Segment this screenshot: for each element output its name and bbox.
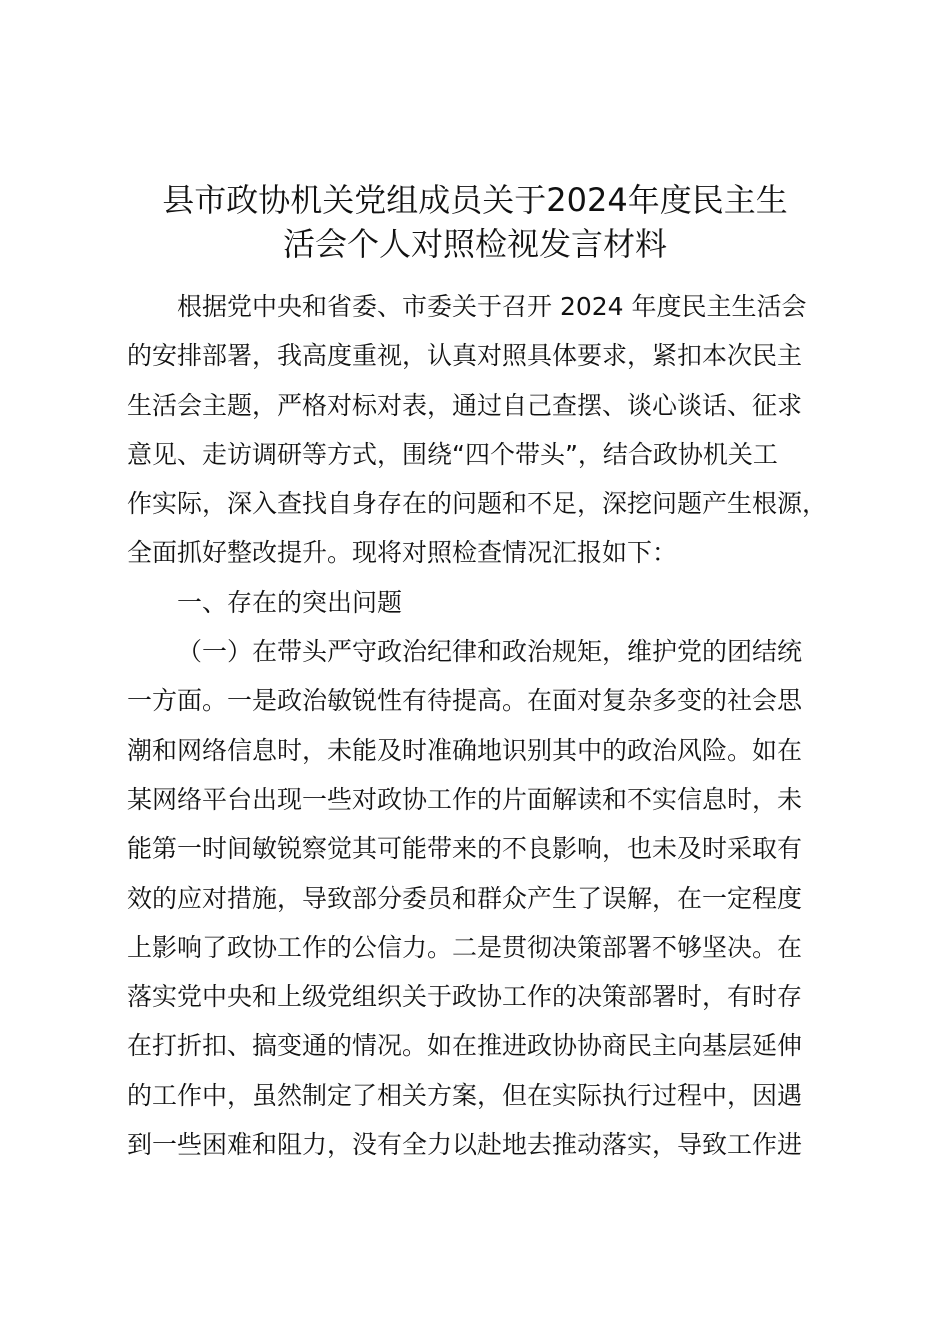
paragraph-line: （一）在带头严守政治纪律和政治规矩，维护党的团结统 [177, 637, 803, 667]
paragraph-line: 上影响了政协工作的公信力。二是贯彻决策部署不够坚决。在 [127, 932, 803, 962]
paragraph-line: 某网络平台出现一些对政协工作的片面解读和不实信息时，未 [127, 784, 803, 814]
paragraph-line: 作实际，深入查找自身存在的问题和不足，深挖问题产生根源， [127, 489, 828, 519]
paragraph-line: 落实党中央和上级党组织关于政协工作的决策部署时，有时存 [127, 982, 803, 1012]
paragraph-line: 意见、走访调研等方式，围绕“四个带头”，结合政协机关工 [127, 439, 778, 469]
paragraph-line: 一方面。一是政治敏锐性有待提高。在面对复杂多变的社会思 [127, 686, 803, 716]
paragraph-line: 根据党中央和省委、市委关于召开 2024 年度民主生活会 [177, 292, 807, 321]
paragraph-line: 到一些困难和阻力，没有全力以赴地去推动落实，导致工作进 [127, 1130, 803, 1160]
section-heading: 一、存在的突出问题 [177, 587, 403, 617]
paragraph-line: 的工作中，虽然制定了相关方案，但在实际执行过程中，因遇 [127, 1080, 803, 1110]
paragraph-line: 生活会主题，严格对标对表，通过自己查摆、谈心谈话、征求 [127, 390, 803, 420]
title-line: 县市政协机关党组成员关于2024年度民主生 [162, 181, 788, 219]
paragraph-line: 的安排部署，我高度重视，认真对照具体要求，紧扣本次民主 [127, 341, 803, 371]
paragraph-line: 能第一时间敏锐察觉其可能带来的不良影响，也未及时采取有 [127, 834, 803, 864]
document-body [127, 282, 862, 1169]
title-line: 活会个人对照检视发言材料 [282, 225, 667, 263]
paragraph-line: 效的应对措施，导致部分委员和群众产生了误解，在一定程度 [127, 883, 803, 913]
paragraph-line: 全面抓好整改提升。现将对照检查情况汇报如下： [127, 538, 678, 568]
paragraph-line: 潮和网络信息时，未能及时准确地识别其中的政治风险。如在 [127, 735, 803, 765]
paragraph-line: 在打折扣、搞变通的情况。如在推进政协协商民主向基层延伸 [127, 1031, 803, 1061]
document-title [110, 178, 840, 266]
